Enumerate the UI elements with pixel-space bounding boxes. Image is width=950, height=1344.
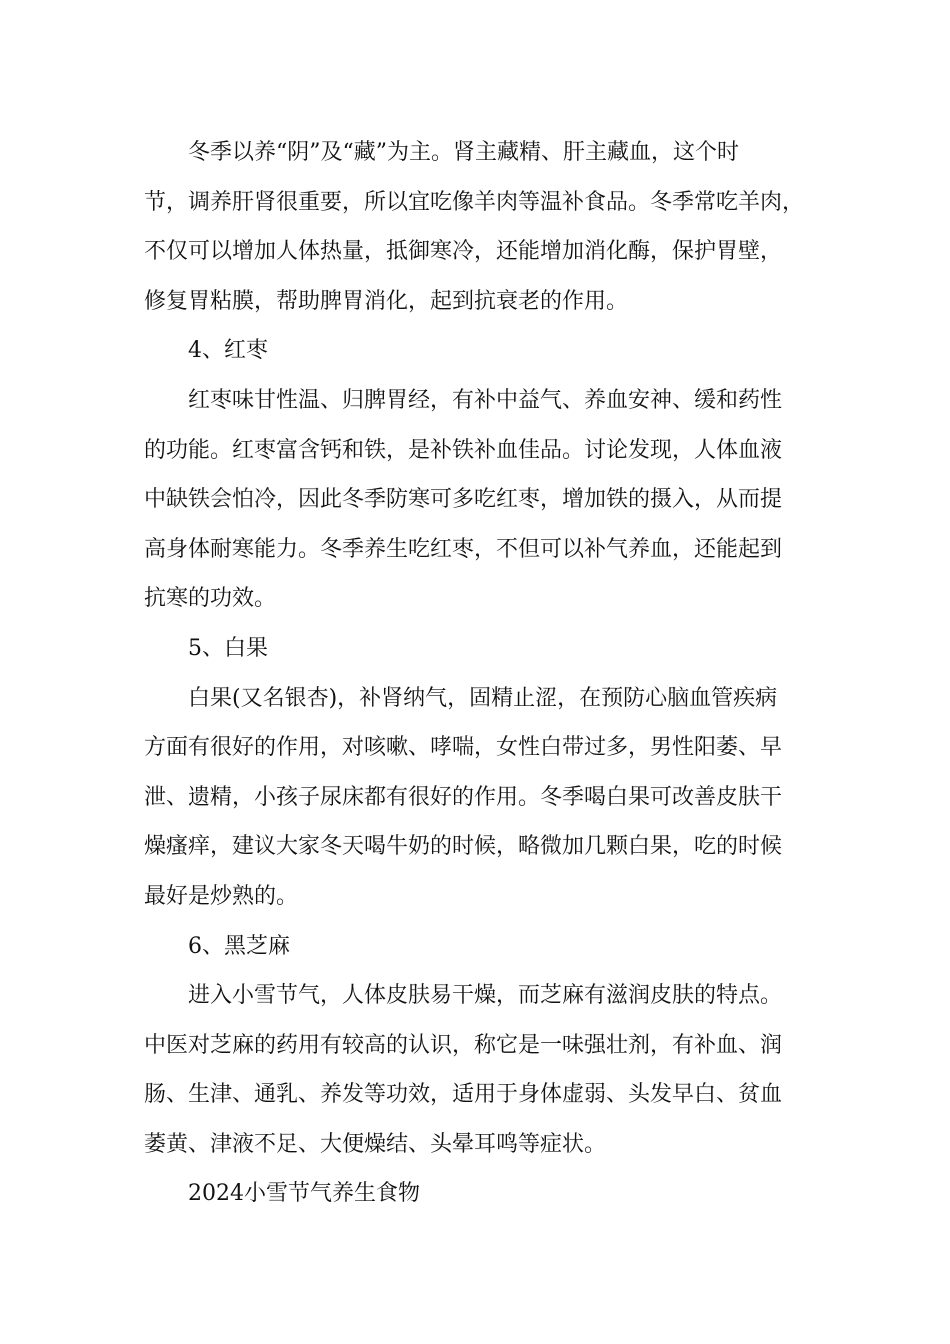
section-heading (144, 922, 814, 972)
paragraph-line: 高身体耐寒能力。冬季养生吃红枣，不但可以补气养血，还能起到 (144, 536, 783, 562)
paragraph (144, 674, 814, 922)
paragraph-line: 燥瘙痒，建议大家冬天喝牛奶的时候，略微加几颗白果，吃的时候 (144, 834, 783, 860)
paragraph-line: 红枣味甘性温、归脾胃经，有补中益气、养血安神、缓和药性 (188, 387, 783, 413)
paragraph-line: 最好是炒熟的。 (144, 883, 299, 909)
heading-text: 6、黑芝麻 (188, 933, 290, 959)
paragraph-line: 肠、生津、通乳、养发等功效，适用于身体虚弱、头发早白、贫血 (144, 1082, 783, 1108)
paragraph-line: 中医对芝麻的药用有较高的认识，称它是一味强壮剂，有补血、润 (144, 1032, 783, 1058)
paragraph-line: 泄、遗精，小孩子尿床都有很好的作用。冬季喝白果可改善皮肤干 (144, 784, 783, 810)
section-heading (144, 326, 814, 376)
paragraph-line: 方面有很好的作用，对咳嗽、哮喘，女性白带过多，男性阳萎、早 (144, 735, 783, 761)
heading-text: 5、白果 (188, 635, 268, 661)
paragraph-line: 的功能。红枣富含钙和铁，是补铁补血佳品。讨论发现，人体血液 (144, 437, 783, 463)
paragraph (144, 128, 814, 326)
paragraph-line: 中缺铁会怕冷，因此冬季防寒可多吃红枣，增加铁的摄入，从而提 (144, 487, 783, 513)
section-heading (144, 1169, 814, 1219)
paragraph (144, 971, 814, 1169)
paragraph-line: 白果(又名银杏)，补肾纳气，固精止涩，在预防心脑血管疾病 (188, 685, 778, 711)
paragraph-line: 萎黄、津液不足、大便燥结、头晕耳鸣等症状。 (144, 1131, 607, 1157)
paragraph-line: 不仅可以增加人体热量，抵御寒冷，还能增加消化酶，保护胃壁， (144, 239, 783, 265)
paragraph-line: 节，调养肝肾很重要，所以宜吃像羊肉等温补食品。冬季常吃羊肉， (144, 189, 805, 215)
paragraph-line: 冬季以养“阴”及“藏”为主。肾主藏精、肝主藏血，这个时 (188, 140, 739, 165)
heading-text: 4、红枣 (188, 338, 268, 364)
section-heading (144, 624, 814, 674)
paragraph (144, 376, 814, 624)
paragraph-line: 抗寒的功效。 (144, 586, 277, 612)
paragraph-line: 修复胃粘膜，帮助脾胃消化，起到抗衰老的作用。 (144, 288, 629, 314)
heading-text: 2024小雪节气养生食物 (188, 1181, 420, 1207)
paragraph-line: 进入小雪节气，人体皮肤易干燥，而芝麻有滋润皮肤的特点。 (188, 983, 783, 1009)
document-body (144, 128, 814, 1219)
